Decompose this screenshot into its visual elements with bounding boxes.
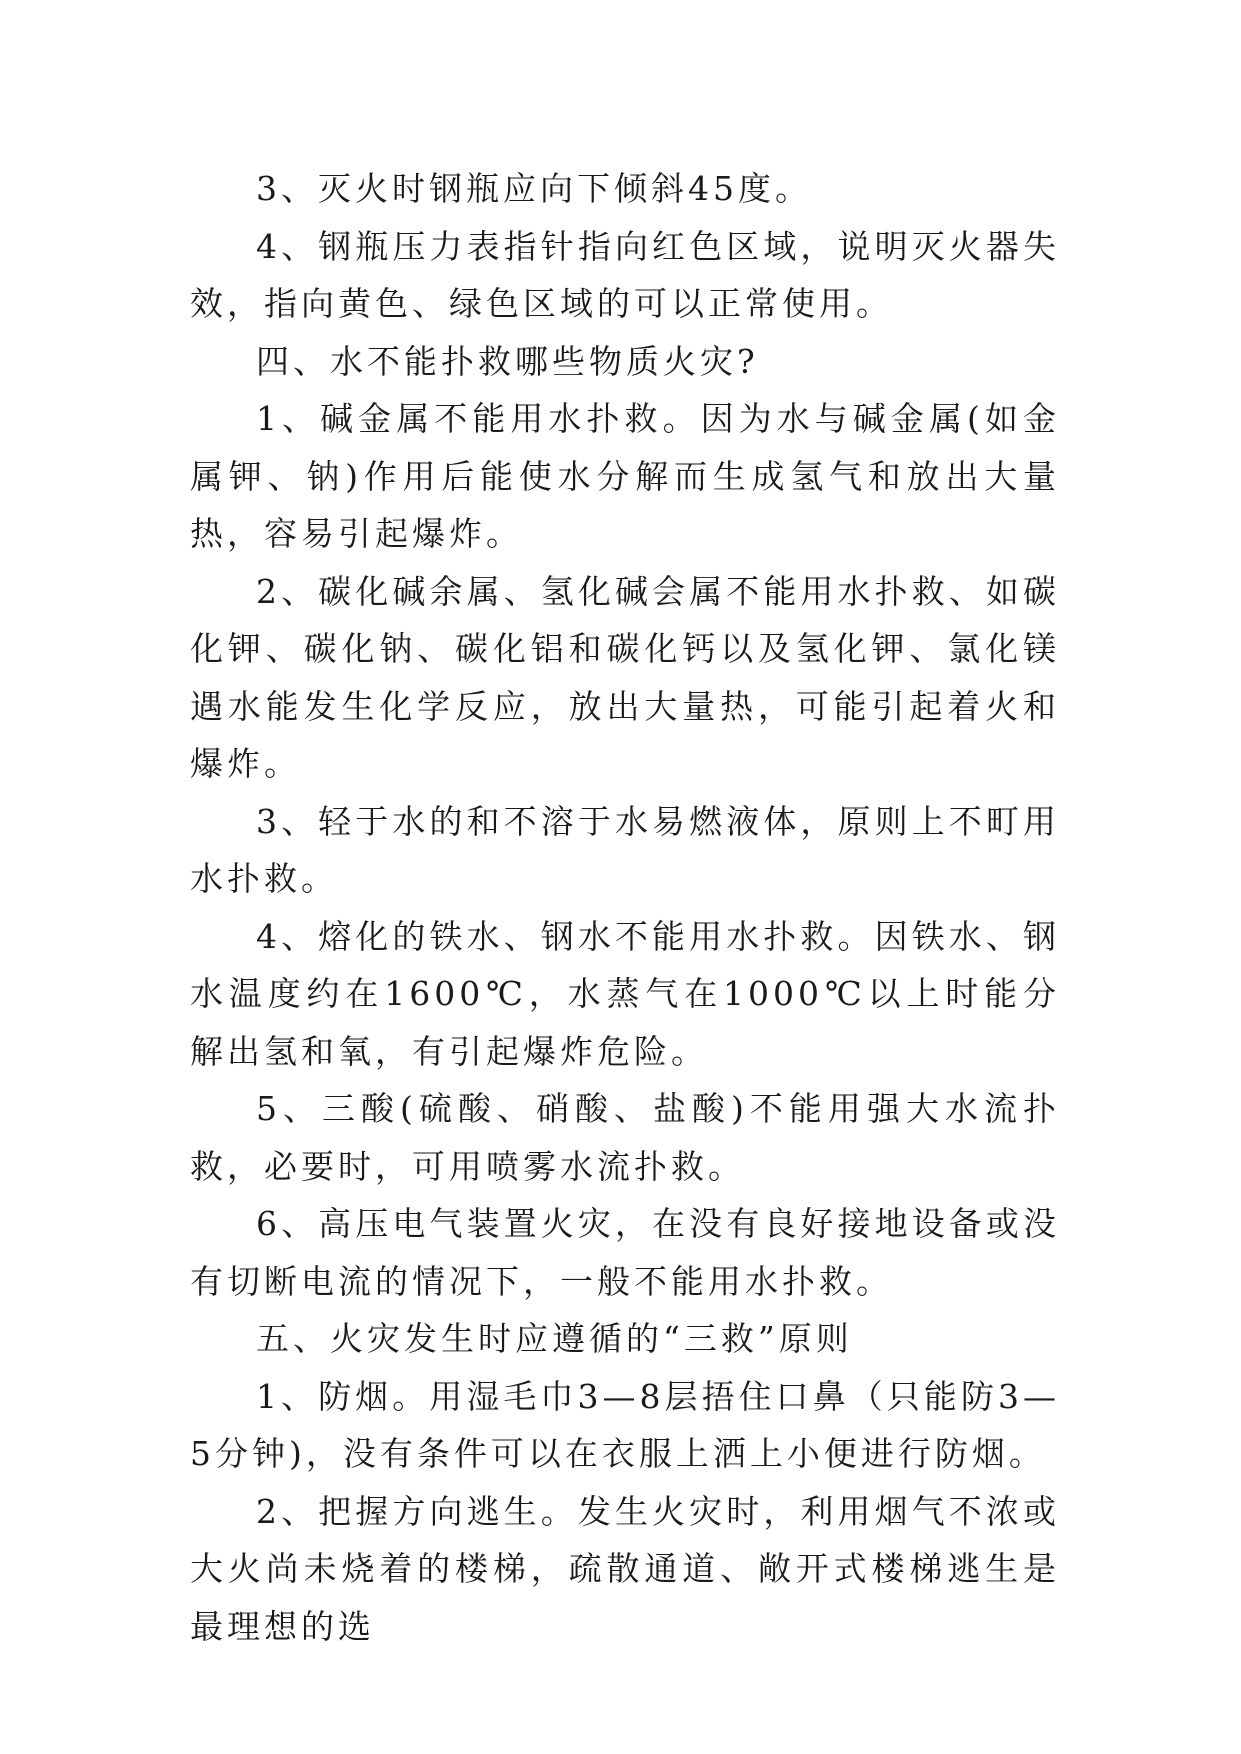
paragraph-three-acids: 5、三酸(硫酸、硝酸、盐酸)不能用强大水流扑救，必要时，可用喷雾水流扑救。 [190,1089,1060,1186]
paragraph-light-liquids: 3、轻于水的和不溶于水易燃液体，原则上不町用水扑救。 [190,801,1060,898]
paragraph-co2-tilt: 3、灭火时钢瓶应向下倾斜45度。 [256,169,812,208]
paragraph-high-voltage: 6、高压电气装置火灾，在没有良好接地设备或没有切断电流的情况下，一般不能用水扑救。 [190,1204,1060,1301]
paragraph-molten-metal: 4、熔化的铁水、钢水不能用水扑救。因铁水、钢水温度约在1600℃，水蒸气在1000℃以上时能分解出氢和氧，有引起爆炸危险。 [190,916,1060,1071]
paragraph-carbides-hydrides: 2、碳化碱余属、氢化碱会属不能用水扑救、如碳化钾、碳化钠、碳化铝和碳化钙以及氢化钾、氯化镁遇水能发生化学反应，放出大量热，可能引起着火和爆炸。 [190,571,1060,783]
paragraph-alkali-metals: 1、碱金属不能用水扑救。因为水与碱金属(如金属钾、钠)作用后能使水分解而生成氢气和放出大量热，容易引起爆炸。 [190,399,1060,553]
paragraph-pressure-gauge: 4、钢瓶压力表指针指向红色区域，说明灭火器失效，指向黄色、绿色区域的可以正常使用。 [190,226,1060,323]
paragraph-escape-direction: 2、把握方向逃生。发生火灾时，利用烟气不浓或大火尚未烧着的楼梯，疏散通道、敞开式楼梯逃生是最理想的选 [190,1491,1060,1646]
section-heading-water-unsuitable: 四、水不能扑救哪些物质火灾? [256,341,759,381]
paragraph-smoke-protection: 1、防烟。用湿毛巾3—8层捂住口鼻（只能防3—5分钟)，没有条件可以在衣服上洒上小便进行防烟。 [190,1376,1060,1473]
section-heading-three-rescue: 五、火灾发生时应遵循的“三救”原则 [256,1319,853,1358]
document-body [190,160,1060,1655]
